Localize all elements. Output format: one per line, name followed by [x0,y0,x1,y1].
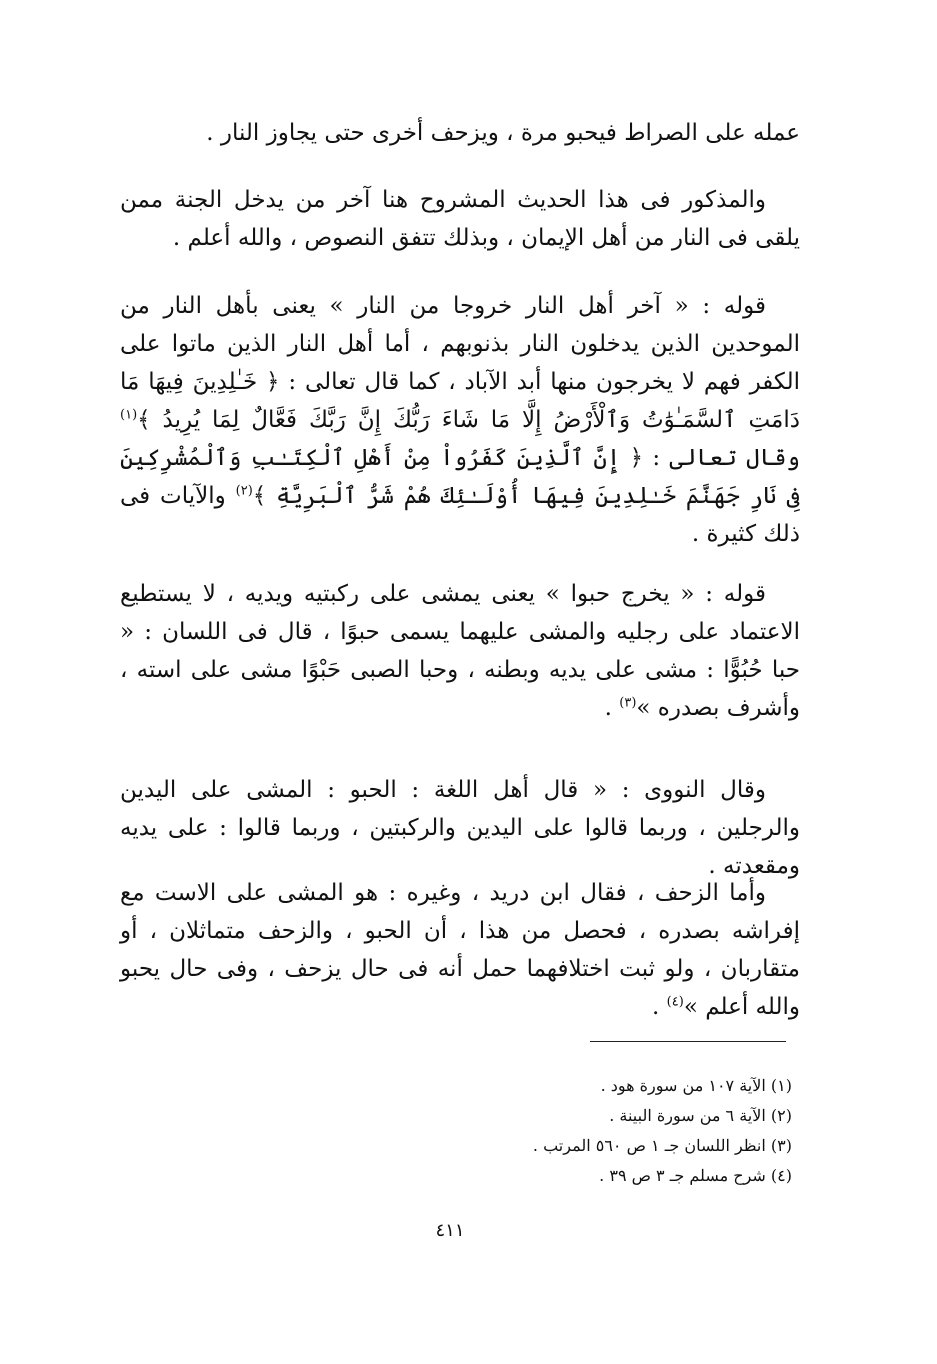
paragraph-5 [120,771,800,885]
paragraph-6-text [120,874,800,1026]
paragraph-1 [120,114,800,152]
paragraph-2-text: والمذكور فى هذا الحديث المشروح هنا آخر من يدخل الجنة ممن يلقى فى النار من أهل الإيمان ، وبذلك تتفق النصوص ، والله أعلم . [120,187,800,251]
paragraph-4-text [120,575,800,727]
paragraph-6-body: وأما الزحف ، فقال ابن دريد ، وغيره : هو المشى على الاست مع إفراشه بصدره ، فحصل من هذا ، أن الحبو ، والزحف متماثلان ، أو متقاربان ، ولو ثبت اختلافهما حمل أنه فى حال يزحف ، وفى حال يحبو والله أعلم » [120,880,800,1020]
quran-verse-1: ﴿ خَـٰلِدِينَ فِيهَا مَا دَامَتِ ٱلسَّمَـٰوَٰتُ وَٱلْأَرْضُ إِلَّا مَا شَاءَ رَبُّكَ إِنَّ رَبَّكَ فَعَّالٌ لِمَا يُرِيدُ ﴾ [120,369,800,433]
footnote-separator [590,1041,786,1042]
paragraph-2 [120,181,800,257]
footnote-ref-1: (١) [120,407,138,423]
paragraph-4 [120,575,800,727]
paragraph-6-end: . [652,994,667,1020]
paragraph-3-intro: قوله : « آخر أهل النار خروجا من النار » يعنى بأهل النار من الموحدين الذين يدخلون النار بذنوبهم ، أما أهل النار الذين ماتوا على الكفر فهم لا يخرجون منها أبد الآباد ، كما قال تعالى : [120,293,801,395]
paragraph-3 [120,287,800,553]
paragraph-4-end: . [604,695,620,721]
paragraph-6 [120,874,800,1026]
footnote-1: (١) الآية ١٠٧ من سورة هود . [600,1076,792,1095]
quran-verse-2: ﴿ إِنَّ ٱلَّذِينَ كَفَرُواْ مِنْ أَهْلِ ٱلْكِتَـٰبِ وَٱلْمُشْرِكِينَ فِى نَارِ جَهَنَّمَ خَـٰلِدِينَ فِيهَا أُوْلَـٰئِكَ هُمْ شَرُّ ٱلْبَرِيَّةِ ﴾ [120,445,800,509]
footnote-ref-2: (٢) [235,483,253,499]
paragraph-4-body: قوله : « يخرج حبوا » يعنى يمشى على ركبتيه ويديه ، لا يستطيع الاعتماد على رجليه والمشى عليهما يسمى حبوًا ، قال فى اللسان : « حبا حُبُوًّا : مشى على يديه وبطنه ، وحبا الصبى حَبْوًا مشى على استه ، وأشرف بصدره » [120,581,800,721]
footnote-3: (٣) انظر اللسان جـ ١ ص ٥٦٠ المرتب . [532,1136,792,1155]
footnote-ref-4: (٤) [666,994,684,1010]
footnote-2: (٢) الآية ٦ من سورة البينة . [609,1106,792,1125]
paragraph-3-middle: وقال تعالى : [652,445,800,471]
page-number: ٤١١ [435,1220,465,1241]
footnote-ref-3: (٣) [619,695,637,711]
footnote-4: (٤) شرح مسلم جـ ٣ ص ٣٩ . [599,1166,792,1185]
paragraph-5-text: وقال النووى : « قال أهل اللغة : الحبو : المشى على اليدين والرجلين ، وربما قالوا على اليدين والركبتين ، وربما قالوا : على يديه ومقعدته . [120,777,800,879]
footnotes [400,1071,792,1191]
paragraph-1-text: عمله على الصراط فيحبو مرة ، ويزحف أخرى حتى يجاوز النار . [206,120,800,146]
paragraph-3-text [120,287,800,553]
paragraph-3-end: والآيات فى ذلك كثيرة . [120,483,800,547]
